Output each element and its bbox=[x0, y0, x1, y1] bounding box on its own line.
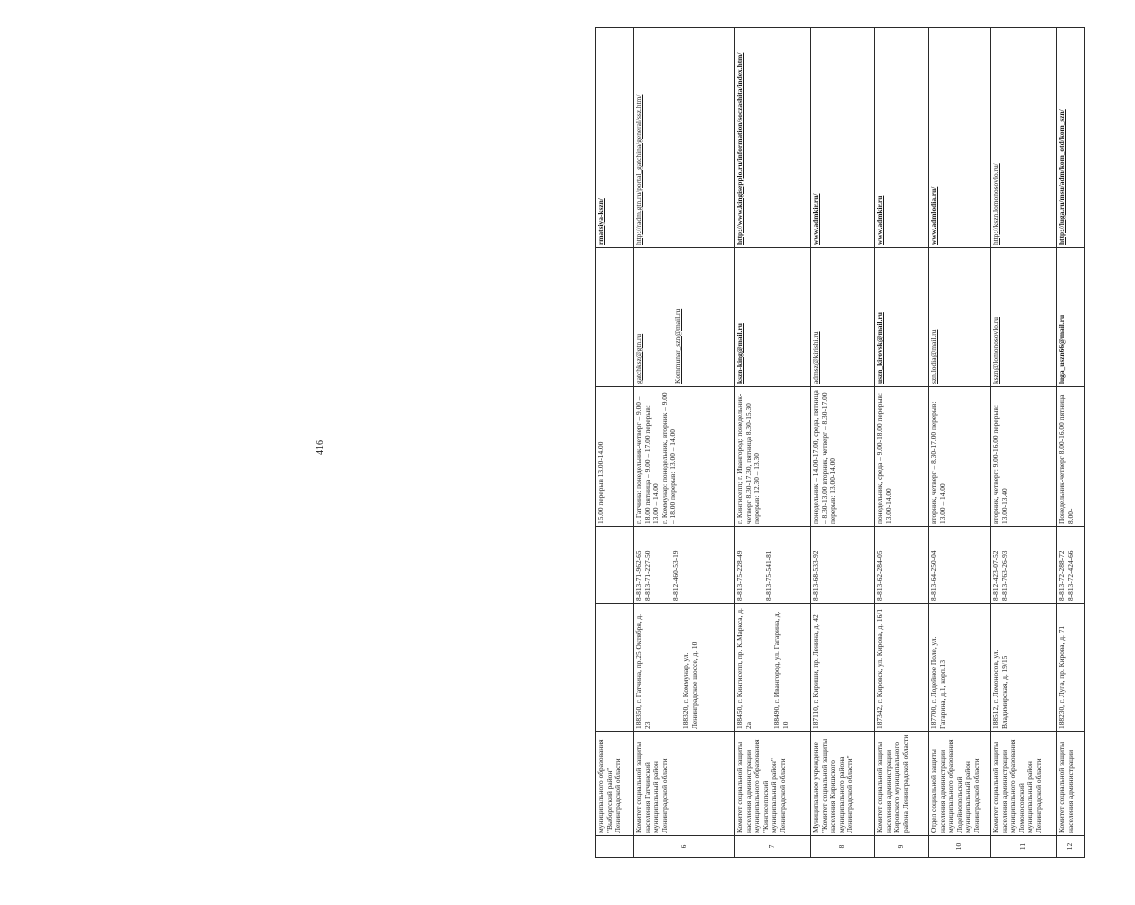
table-row bbox=[596, 28, 634, 858]
phone bbox=[735, 527, 811, 604]
website-link[interactable]: www.admkir.ru bbox=[875, 28, 929, 248]
organization-name: Комитет социальной защиты населения администрации муниципального образования "Кингисеппский муниципальный район" Ленинградской области bbox=[735, 732, 811, 836]
address: 187110, г. Кириши, пр. Ленина, д. 42 bbox=[811, 604, 875, 732]
organization-name: Отдел социальной защиты населения администрации муниципального образования Лодейнопольский муниципальный район Ленинградской области bbox=[929, 732, 991, 836]
website-link[interactable]: http://www.kingisepplo.ru/information/soczashita/index.htm/ bbox=[735, 28, 811, 248]
address bbox=[634, 604, 735, 732]
row-number: 12 bbox=[1057, 836, 1085, 858]
rotated-table-container bbox=[595, 28, 1135, 858]
row-number: 6 bbox=[634, 836, 735, 858]
phone-branch: 8-812-460-53-19 bbox=[671, 550, 681, 601]
organization-name: Комитет социальной защиты населения администрации bbox=[1057, 732, 1085, 836]
row-number: 8 bbox=[811, 836, 875, 858]
phone-main: 8-813-71-962-65 8-813-71-227-50 bbox=[634, 550, 652, 601]
email[interactable] bbox=[634, 248, 735, 387]
email-branch[interactable]: Kommunar_szn@mail.ru bbox=[672, 308, 682, 384]
phone: 8-813-64-250-04 bbox=[929, 527, 991, 604]
website-link[interactable]: rmatsiya-kszn/ bbox=[596, 28, 634, 248]
hours-branch: г. Коммунар: понедельник, вторник – 9.00 – 18.00 перерыв: 13.00 – 14.00 bbox=[659, 392, 678, 524]
website-link[interactable]: http://kszn.lomonosovlo.ru/ bbox=[991, 28, 1057, 248]
phone: 8-813-62-284-05 bbox=[875, 527, 929, 604]
phone: 8-812-423-07-52 8-813-763-26-93 bbox=[991, 527, 1057, 604]
address bbox=[735, 604, 811, 732]
address-main: 188350, г. Гатчина, пр.25 Октября, д. 23 bbox=[634, 613, 652, 729]
website-link[interactable]: http://radm.gtn.ru/portal_gatchina/general/ssz.htm/ bbox=[634, 28, 735, 248]
organization-name: муниципального образования "Выборгский район" Ленинградской области bbox=[596, 732, 634, 836]
social-protection-table bbox=[595, 27, 1085, 858]
working-hours: 15.00 перерыв 13.00-14.00 bbox=[596, 387, 634, 527]
phone bbox=[596, 527, 634, 604]
working-hours: вторник, четверг – 8.30-17.00 перерыв: 13.00 – 14.00 bbox=[929, 387, 991, 527]
address-branch: 188490, г. Ивангород, ул. Гагарина, д. 10 bbox=[772, 611, 790, 729]
email[interactable]: admsz@kirishi.ru bbox=[811, 248, 875, 387]
address: 187342, г. Кировск, ул. Кирова, д. 16/1 bbox=[875, 604, 929, 732]
address: 188512, г. Ломоносов, ул. Владимирская, д. 19/15 bbox=[991, 604, 1057, 732]
row-number: 11 bbox=[991, 836, 1057, 858]
hours-main: г. Кингисепп; г. Ивангород: понедельник-четверг 8.30-17.30, пятница 8.30-15.30 bbox=[735, 393, 753, 524]
table-row bbox=[735, 28, 811, 858]
hours-break: перерыв: 12.30 – 13.30 bbox=[752, 453, 762, 524]
address-branch: 188320, г. Коммунар, ул. Ленинградское шоссе, д. 10 bbox=[681, 641, 699, 729]
organization-name: Комитет социальной защиты населения администрации Кировского муниципального района Ленинградской области bbox=[875, 732, 929, 836]
address-main: 188450, г. Кингисепп, пр. К.Маркса, д. 2а bbox=[735, 608, 753, 729]
row-number: 10 bbox=[929, 836, 991, 858]
email[interactable]: luga_uszn66@mail.ru bbox=[1057, 248, 1085, 387]
email bbox=[596, 248, 634, 387]
organization-name: Муниципальное учреждение "Комитет социальной защиты населения Киришского муниципального района Ленинградской области" bbox=[811, 732, 875, 836]
table-row bbox=[929, 28, 991, 858]
phone: 8-813-72-288-72 8-813-72-424-66 bbox=[1057, 527, 1085, 604]
table-row bbox=[1057, 28, 1085, 858]
working-hours bbox=[634, 387, 735, 527]
working-hours: понедельник – 14.00-17.00, среда, пятница – 8.30-13.00 вторник, четверг – 8.30-17.00 перерыв: 13.00-14.00 bbox=[811, 387, 875, 527]
page-number: 416 bbox=[315, 440, 326, 455]
table-row bbox=[991, 28, 1057, 858]
phone: 8-813-68-533-92 bbox=[811, 527, 875, 604]
website-link[interactable]: http://luga.ru/msu/adm/kom_otd/kom_szn/ bbox=[1057, 28, 1085, 248]
address bbox=[596, 604, 634, 732]
phone-main: 8-813-75-228-49 bbox=[735, 550, 744, 601]
website-link[interactable]: www.admlodia.ru/ bbox=[929, 28, 991, 248]
row-number: 7 bbox=[735, 836, 811, 858]
email[interactable]: szn.lodia@mail.ru bbox=[929, 248, 991, 387]
email[interactable]: kszn@lomonosovlo.ru bbox=[991, 248, 1057, 387]
email[interactable]: uszn_kirovsk@mail.ru bbox=[875, 248, 929, 387]
phone bbox=[634, 527, 735, 604]
working-hours: понедельник, среда – 9.00-18.00 перерыв: 13.00-14.00 bbox=[875, 387, 929, 527]
row-number bbox=[596, 836, 634, 858]
email[interactable]: kszn-king@mail.ru bbox=[735, 248, 811, 387]
organization-name: Комитет социальной защиты населения администрации муниципального образования Ломоносовский муниципальный район Ленинградской области bbox=[991, 732, 1057, 836]
phone-branch: 8-813-75-541-81 bbox=[763, 550, 773, 601]
working-hours: вторник, четверг: 9.00-16.00 перерыв: 13.00-13.40 bbox=[991, 387, 1057, 527]
email-main[interactable]: gatchksz@gtn.ru bbox=[634, 333, 643, 384]
table-row bbox=[875, 28, 929, 858]
organization-name: Комитет социальной защиты населения Гатчинский муниципальный район Ленинградской области bbox=[634, 732, 735, 836]
table-row bbox=[811, 28, 875, 858]
address: 187700, г. Лодейное Поле, ул. Гагарина, д.1, корп.13 bbox=[929, 604, 991, 732]
table-row bbox=[634, 28, 735, 858]
working-hours bbox=[735, 387, 811, 527]
website-link[interactable]: www.admkir.ru/ bbox=[811, 28, 875, 248]
working-hours: Понедельник-четверг 8.00-16.00 пятница 8.00- bbox=[1057, 387, 1085, 527]
address: 188230, г. Луга, пр. Кирова, д. 71 bbox=[1057, 604, 1085, 732]
hours-main: г. Гатчина: понедельник-четверг – 9.00 – 18.00 пятница – 9.00 – 17.00 перерыв: 13.00 – 14.00 bbox=[634, 396, 661, 524]
row-number: 9 bbox=[875, 836, 929, 858]
